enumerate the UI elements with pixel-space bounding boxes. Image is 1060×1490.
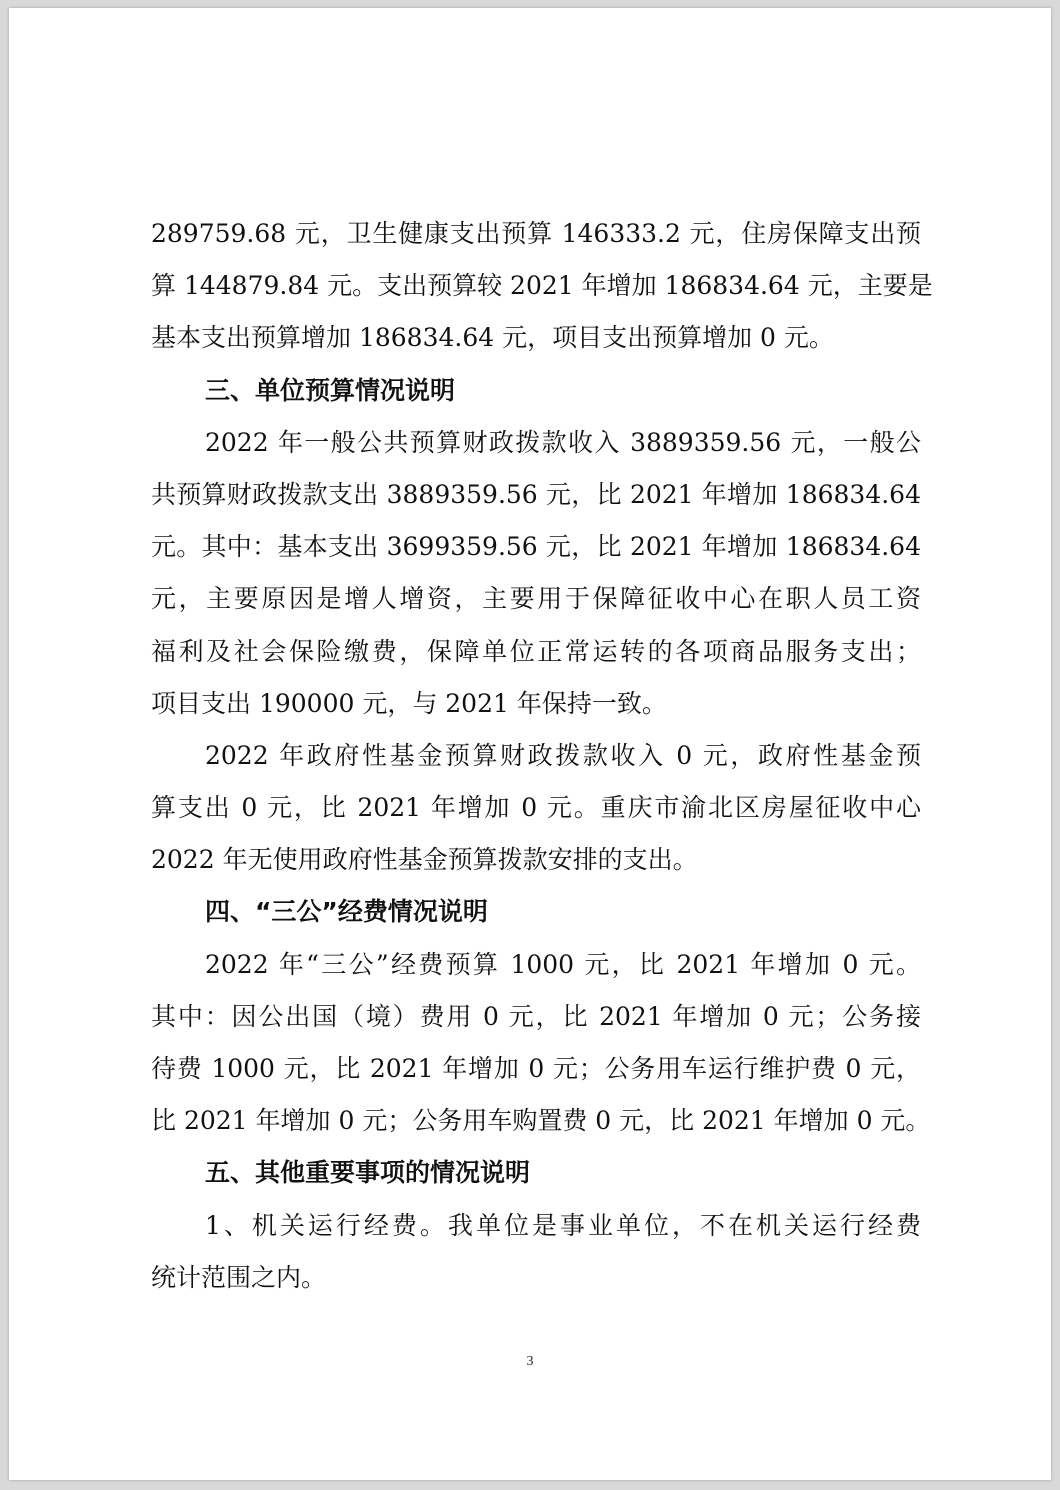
body-text-line: 2022 年无使用政府性基金预算拨款安排的支出。 (151, 845, 698, 875)
document-body (151, 208, 933, 1304)
body-text-line: 项目支出 190000 元，与 2021 年保持一致。 (151, 688, 667, 718)
body-text-line: 2022 年“三公”经费预算 1000 元，比 2021 年增加 0 元。 (205, 949, 921, 979)
document-page (9, 8, 1051, 1480)
section-heading: 五、其他重要事项的情况说明 (205, 1158, 531, 1188)
page-number: 3 (526, 1354, 534, 1369)
body-text-line: 基本支出预算增加 186834.64 元，项目支出预算增加 0 元。 (151, 323, 834, 353)
body-text-line: 待费 1000 元，比 2021 年增加 0 元；公务用车运行维护费 0 元， (151, 1054, 921, 1083)
body-text-line: 统计范围之内。 (151, 1262, 327, 1292)
body-text-line: 共预算财政拨款支出 3889359.56 元，比 2021 年增加 186834.64 (151, 479, 921, 509)
body-text-line: 元。其中：基本支出 3699359.56 元，比 2021 年增加 186834.64 (151, 532, 921, 562)
section-heading: 四、“三公”经费情况说明 (205, 897, 488, 927)
body-text-line: 元，主要原因是增人增资，主要用于保障征收中心在职人员工资 (151, 584, 921, 614)
body-text-line: 2022 年政府性基金预算财政拨款收入 0 元，政府性基金预 (205, 740, 921, 770)
body-text-line: 算支出 0 元，比 2021 年增加 0 元。重庆市渝北区房屋征收中心 (151, 793, 921, 823)
body-text-line: 2022 年一般公共预算财政拨款收入 3889359.56 元，一般公 (205, 427, 921, 457)
body-text-line: 1、机关运行经费。我单位是事业单位，不在机关运行经费 (205, 1210, 921, 1240)
section-heading: 三、单位预算情况说明 (205, 375, 456, 405)
body-text-line: 比 2021 年增加 0 元；公务用车购置费 0 元，比 2021 年增加 0 元。 (151, 1106, 931, 1136)
body-text-line: 福利及社会保险缴费，保障单位正常运转的各项商品服务支出； (151, 636, 921, 666)
body-text-line: 289759.68 元，卫生健康支出预算 146333.2 元，住房保障支出预 (151, 219, 921, 248)
body-text-line: 其中：因公出国（境）费用 0 元，比 2021 年增加 0 元；公务接 (151, 1001, 921, 1031)
body-text-line: 算 144879.84 元。支出预算较 2021 年增加 186834.64 元，主要是 (151, 271, 933, 301)
